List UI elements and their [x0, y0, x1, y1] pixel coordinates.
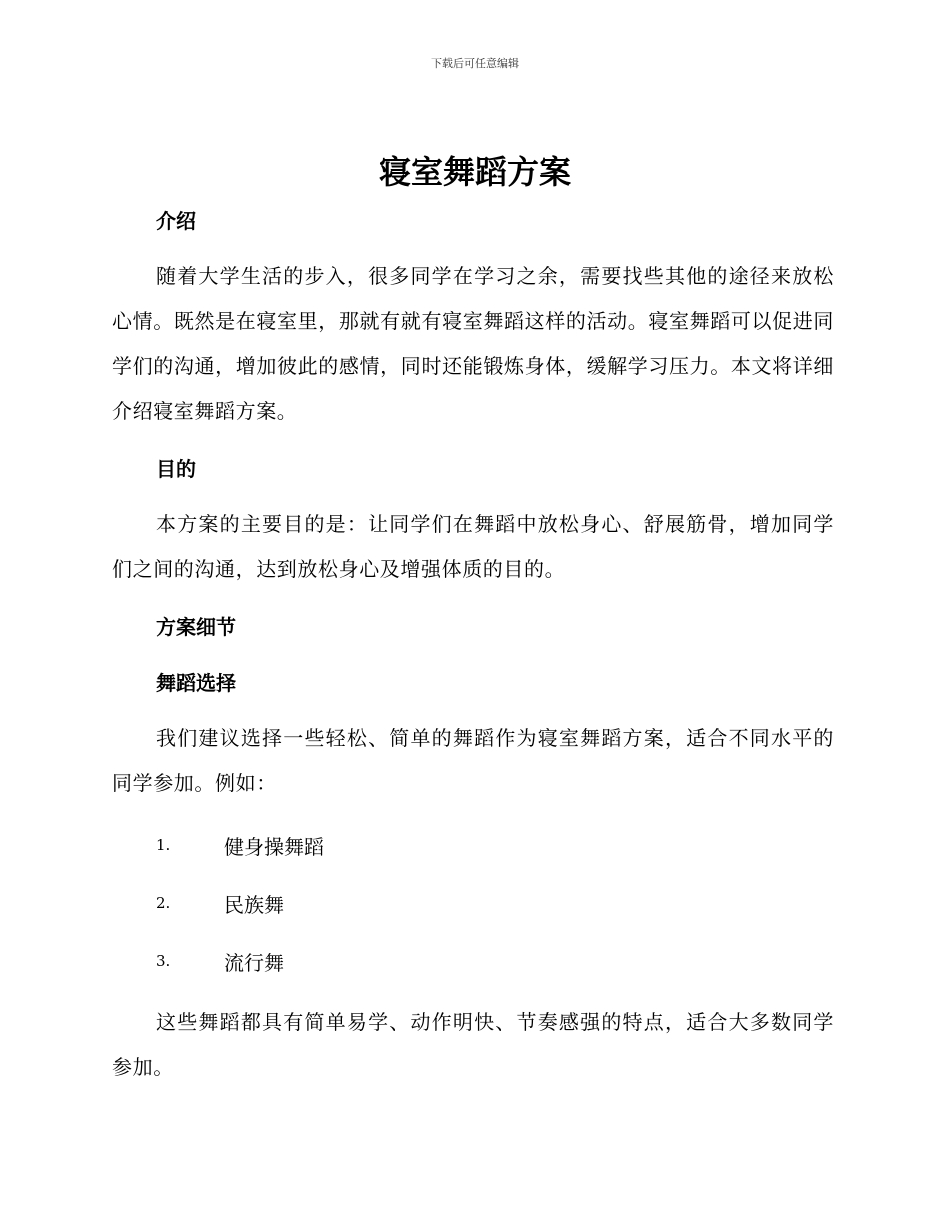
spacer [112, 706, 834, 716]
spacer [112, 650, 834, 660]
list-item-text: 流行舞 [224, 950, 284, 975]
dance-choice-paragraph: 我们建议选择一些轻松、简单的舞蹈作为寝室舞蹈方案，适合不同水平的同学参加。例如： [112, 726, 834, 795]
list-item-number: 2. [156, 894, 171, 912]
intro-paragraph: 随着大学生活的步入，很多同学在学习之余，需要找些其他的途径来放松心情。既然是在寝室里，那就有就有寝室舞蹈这样的活动。寝室舞蹈可以促进同学们的沟通，增加彼此的感情，同时还能锻炼身体，缓解学习压力。本文将详细介绍寝室舞蹈方案。 [112, 264, 834, 423]
spacer [112, 244, 834, 254]
dance-choice-closing-paragraph: 这些舞蹈都具有简单易学、动作明快、节奏感强的特点，适合大多数同学参加。 [112, 1010, 834, 1079]
list-item [112, 874, 834, 932]
spacer [112, 592, 834, 604]
document-body [112, 198, 834, 1090]
spacer [112, 434, 834, 446]
list-item-text: 民族舞 [224, 892, 284, 917]
header-note: 下载后可任意编辑 [431, 57, 519, 70]
list-item-text: 健身操舞蹈 [224, 834, 324, 859]
section-heading-dance-choice: 舞蹈选择 [156, 671, 236, 695]
section-heading-intro: 介绍 [156, 209, 196, 233]
section-heading-purpose: 目的 [156, 457, 196, 481]
section-heading-details: 方案细节 [156, 615, 236, 639]
list-item-number: 3. [156, 952, 171, 970]
document-title: 寝室舞蹈方案 [378, 153, 571, 191]
list-item-number: 1. [156, 836, 171, 854]
list-item [112, 816, 834, 874]
spacer [112, 492, 834, 502]
spacer [112, 990, 834, 1000]
list-item [112, 932, 834, 990]
spacer [112, 806, 834, 816]
purpose-paragraph: 本方案的主要目的是：让同学们在舞蹈中放松身心、舒展筋骨，增加同学们之间的沟通，达到放松身心及增强体质的目的。 [112, 512, 834, 581]
